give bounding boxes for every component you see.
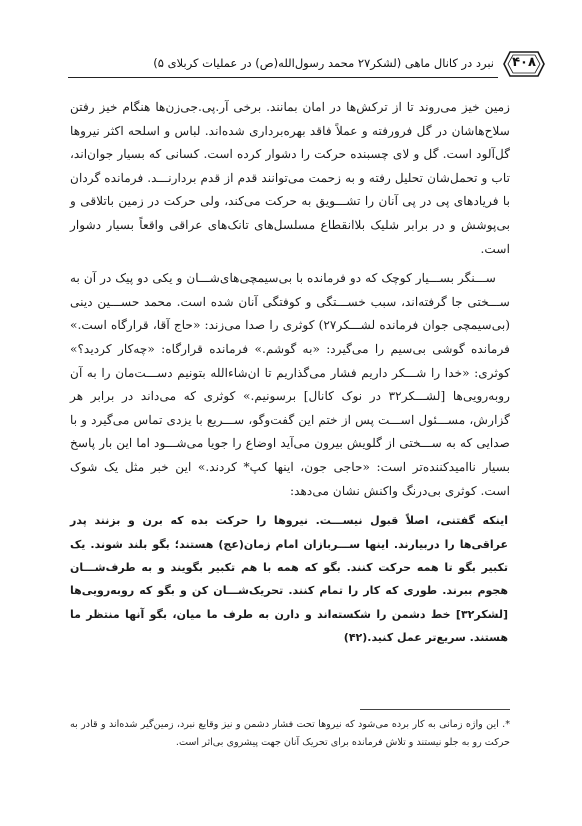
footnote-divider bbox=[360, 709, 510, 710]
running-title: نبرد در کانال ماهی (لشکر۲۷ محمد رسول‌الله(ص) در عملیات کربلای ۵) bbox=[153, 56, 494, 70]
page-number-badge bbox=[502, 50, 546, 78]
main-text bbox=[70, 96, 510, 650]
footnote: *. این واژه زمانی به کار برده می‌شود که نیروها تحت فشار دشمن و نیز وقایع نبرد، زمین‌گیر شده‌اند و قادر به حرکت رو به جلو نیستند و تلاش فرمانده برای تحریک آنان جهت پیشروی بی‌اثر است. bbox=[70, 719, 510, 748]
header-rule bbox=[68, 77, 498, 78]
paragraph: زمین خیز می‌روند تا از ترکش‌ها در امان بمانند. برخی آر.پی.جی‌زن‌ها هنگام خیز رفتن سلاح‌هاشان در گل فرورفته و عملاً فاقد بهره‌برداری شده‌اند. لباس و اسلحه اکثر نیروها گل‌آلود است. گل و لای چسبنده حرکت را دشوار کرده است. کسانی که بسیار جوان‌اند، تاب و تحمل‌شان تحلیل رفته و به زحمت می‌توانند قدم از قدم بردارنـــد. فرمانده گردان با فریادهای پی در پی آنان را تشـــویق به حرکت می‌کند، ولی حرکت در زمین باتلاقی و بی‌پوشش و در برابر شلیک بلاانقطاع مسلسل‌های تانک‌های عراقی واقعاً بسیار دشوار است. bbox=[70, 100, 510, 256]
block-quote: اینکه گفتنی، اصلاً قبول نیســـت. نیروها را حرکت بده که برن و بزنند پدر عراقی‌ها را دربیارند. اینها ســـربازان امام زمان(عج) هستند؛ بگو بلند شوند. یک تکبیر بگو تا همه حرکت کنند. بگو که همه با هم تکبیر بگویند و به طرف‌شـــان هجوم ببرند. طوری که کار را تمام کنند. تحریک‌شـــان کن و بگو که روبه‌رویی‌ها [لشکر۳۲] خط دشمن را شکسته‌اند و دارن به طرف ما میان، بگو آنها منتظر ما هستند. سریع‌تر عمل کنید.(۴۲) bbox=[70, 514, 508, 645]
page-number: ۴۰۸ bbox=[512, 55, 536, 70]
paragraph: ســـنگر بســـیار کوچک که دو فرمانده با بی‌سیمچی‌های‌شـــان و یکی دو پیک در آن به ســـختی جا گرفته‌اند، سبب خســـتگی و کوفتگی آنان شده است. محمد حســـین دینی (بی‌سیمچی جوان فرمانده لشـــکر۲۷) کوثری را صدا می‌زند: «حاج آقا، قرارگاه است.» فرمانده گوشی بی‌سیم را می‌گیرد: «به گوشم.» فرمانده قرارگاه: «چه‌کار کردید؟» کوثری: «خدا را شـــکر داریم فشار می‌گذاریم تا ان‌شاءالله بتونیم دســـت‌مان را به آن روبه‌رویی‌ها [لشـــکر۳۲ در نوک کانال] برسونیم.» کوثری که می‌داند در برابر هر گزارش، مســـئول اســـت پس از ختم این گفت‌وگو، ســـریع با یزدی تماس می‌گیرد و با صدایی که به ســـختی از گلویش بیرون می‌آید اوضاع را جویا می‌شـــود اما این بار پاسخ بسیار ناامیدکننده‌تر است: «حاجی جون، اینها کپ* کردند.» این خبر مثل یک شوک است. کوثری بی‌درنگ واکنش نشان می‌دهد: bbox=[70, 271, 510, 498]
running-header bbox=[68, 54, 546, 78]
